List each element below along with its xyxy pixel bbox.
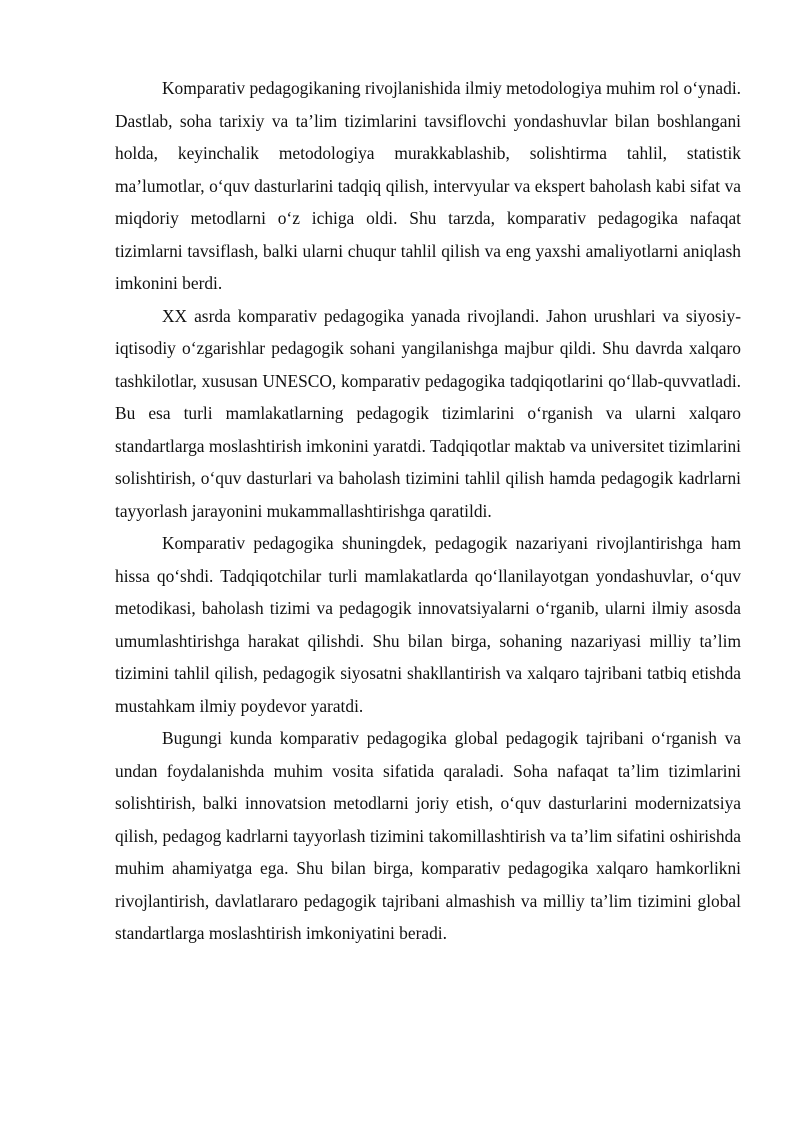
paragraph-2: XX asrda komparativ pedagogika yanada rivojlandi. Jahon urushlari va siyosiy-iqtisodiy oʻzgarishlar pedagogik sohani yangilanishga majbur qildi. Shu davrda xalqaro tashkilotlar, xususan UNESCO, komparativ pedagogika tadqiqotlarini qoʻllab-quvvatladi. Bu esa turli mamlakatlarning pedagogik tizimlarini oʻrganish va ularni xalqaro standartlarga moslashtirish imkonini yaratdi. Tadqiqotlar maktab va universitet tizimlarini solishtirish, oʻquv dasturlari va baholash tizimini tahlil qilish hamda pedagogik kadrlarni tayyorlash jarayonini mukammallashtirishga qaratildi. [115,305,741,521]
paragraph-3: Komparativ pedagogika shuningdek, pedagogik nazariyani rivojlantirishga ham hissa qoʻshdi. Tadqiqotchilar turli mamlakatlarda qoʻllanilayotgan yondashuvlar, oʻquv metodikasi, baholash tizimi va pedagogik innovatsiyalarni oʻrganib, ularni ilmiy asosda umumlashtirishga harakat qilishdi. Shu bilan birga, sohaning nazariyasi milliy taʼlim tizimini tahlil qilish, pedagogik siyosatni shakllantirish va xalqaro tajribani tatbiq etishda mustahkam ilmiy poydevor yaratdi. [115,533,741,716]
paragraph-4: Bugungi kunda komparativ pedagogika global pedagogik tajribani oʻrganish va undan foydalanishda muhim vosita sifatida qaraladi. Soha nafaqat taʼlim tizimlarini solishtirish, balki innovatsion metodlarni joriy etish, oʻquv dasturlarini modernizatsiya qilish, pedagog kadrlarni tayyorlash tizimini takomillashtirish va taʼlim sifatini oshirishda muhim ahamiyatga ega. Shu bilan birga, komparativ pedagogika xalqaro hamkorlikni rivojlantirish, davlatlararo pedagogik tajribani almashish va milliy taʼlim tizimini global standartlarga moslashtirish imkoniyatini beradi. [115,728,741,943]
paragraph-1: Komparativ pedagogikaning rivojlanishida ilmiy metodologiya muhim rol oʻynadi. Dastlab, soha tarixiy va taʼlim tizimlarini tavsiflovchi yondashuvlar bilan boshlangani holda, keyinchalik metodologiya murakkablashib, solishtirma tahlil, statistik maʼlumotlar, oʻquv dasturlarini tadqiq qilish, intervyular va ekspert baholash kabi sifat va miqdoriy metodlarni oʻz ichiga oldi. Shu tarzda, komparativ pedagogika nafaqat tizimlarni tavsiflash, balki ularni chuqur tahlil qilish va eng yaxshi amaliyotlarni aniqlash imkonini berdi. [115,78,741,293]
document-body [115,72,741,950]
